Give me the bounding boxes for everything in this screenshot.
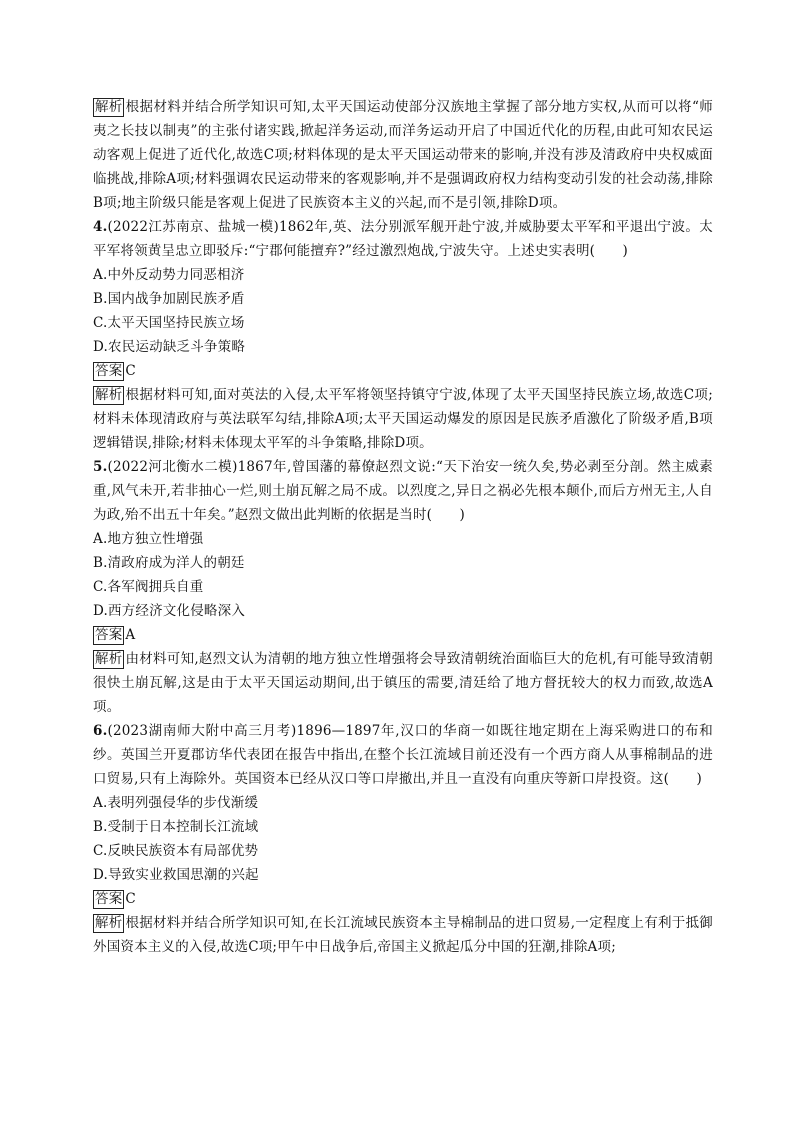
analysis-tag: 解析 — [95, 99, 123, 115]
analysis-text: 由材料可知,赵烈文认为清朝的地方独立性增强将会导致清朝统治面临巨大的危机,有可能导致清朝很快土崩瓦解,这是由于太平天国运动期间,出于镇压的需要,清廷给了地方督抚较大的权力而致,故选A项。 — [93, 651, 713, 715]
answer-option — [93, 599, 713, 623]
analysis-tag: 解析 — [95, 915, 123, 931]
answer-option — [93, 575, 713, 599]
answer-option — [93, 791, 713, 815]
analysis-block — [93, 383, 713, 455]
answer-text: C — [125, 363, 136, 379]
answer-option — [93, 839, 713, 863]
answer-option — [93, 311, 713, 335]
option-text: C.太平天国坚持民族立场 — [93, 315, 245, 331]
question-number: 4. — [93, 219, 108, 235]
analysis-tag: 解析 — [95, 387, 123, 403]
answer-tag: 答案 — [95, 627, 123, 643]
option-text: B.受制于日本控制长江流域 — [93, 819, 259, 835]
answer-option — [93, 263, 713, 287]
option-text: C.反映民族资本有局部优势 — [93, 843, 259, 859]
option-text: A.地方独立性增强 — [93, 531, 204, 547]
option-text: B.清政府成为洋人的朝廷 — [93, 555, 245, 571]
analysis-block — [93, 911, 713, 959]
analysis-tag: 解析 — [95, 651, 123, 667]
option-text: A.中外反动势力同恶相济 — [93, 267, 245, 283]
answer-block — [93, 887, 713, 911]
document-body — [93, 95, 713, 959]
answer-option — [93, 551, 713, 575]
answer-block — [93, 623, 713, 647]
answer-tag: 答案 — [95, 363, 123, 379]
question-number: 5. — [93, 459, 108, 475]
answer-tag: 答案 — [95, 891, 123, 907]
answer-option — [93, 335, 713, 359]
analysis-text: 根据材料并结合所学知识可知,太平天国运动使部分汉族地主掌握了部分地方实权,从而可以将“师夷之长技以制夷”的主张付诸实践,掀起洋务运动,而洋务运动开启了中国近代化的历程,由此可知农民运动客观上促进了近代化,故选C项;材料体现的是太平天国运动带来的影响,并没有涉及清政府中央权威面临挑战,排除A项;材料强调农民运动带来的客观影响,并不是强调政府权力结构变动引发的社会动荡,排除B项;地主阶级只能是客观上促进了民族资本主义的兴起,而不是引领,排除D项。 — [93, 99, 713, 211]
analysis-block — [93, 95, 713, 215]
option-text: C.各军阀拥兵自重 — [93, 579, 204, 595]
answer-option — [93, 527, 713, 551]
analysis-block — [93, 647, 713, 719]
analysis-text: 根据材料可知,面对英法的入侵,太平军将领坚持镇守宁波,体现了太平天国坚持民族立场,故选C项;材料未体现清政府与英法联军勾结,排除A项;太平天国运动爆发的原因是民族矛盾激化了阶级矛盾,B项逻辑错误,排除;材料未体现太平军的斗争策略,排除D项。 — [93, 387, 713, 451]
option-text: D.西方经济文化侵略深入 — [93, 603, 246, 619]
question-block — [93, 455, 713, 527]
answer-text: C — [125, 891, 136, 907]
option-text: D.导致实业救国思潮的兴起 — [93, 867, 259, 883]
question-block — [93, 215, 713, 263]
question-text: (2022河北衡水二模)1867年,曾国藩的幕僚赵烈文说:“天下治安一统久矣,势必剥至分剖。然主威素重,风气未开,若非抽心一烂,则土崩瓦解之局不成。以烈度之,异日之祸必先根本颠仆,而后方州无主,人自为政,殆不出五十年矣。”赵烈文做出此判断的依据是当时( ) — [93, 459, 713, 523]
answer-text: A — [125, 627, 136, 643]
option-text: A.表明列强侵华的步伐渐缓 — [93, 795, 259, 811]
question-block — [93, 719, 713, 791]
question-number: 6. — [93, 723, 108, 739]
analysis-text: 根据材料并结合所学知识可知,在长江流域民族资本主导棉制品的进口贸易,一定程度上有利于抵御外国资本主义的入侵,故选C项;甲午中日战争后,帝国主义掀起瓜分中国的狂潮,排除A项; — [93, 915, 713, 955]
option-text: B.国内战争加剧民族矛盾 — [93, 291, 245, 307]
question-text: (2022江苏南京、盐城一模)1862年,英、法分别派军舰开赴宁波,并威胁要太平军和平退出宁波。太平军将领黄呈忠立即驳斥:“宁郡何能擅弃?”经过激烈炮战,宁波失守。上述史实表明( ) — [93, 219, 713, 259]
answer-block — [93, 359, 713, 383]
answer-option — [93, 815, 713, 839]
question-text: (2023湖南师大附中高三月考)1896—1897年,汉口的华商一如既往地定期在上海采购进口的布和纱。英国兰开夏郡访华代表团在报告中指出,在整个长江流域目前还没有一个西方商人从事棉制品的进口贸易,只有上海除外。英国资本已经从汉口等口岸撤出,并且一直没有向重庆等新口岸投资。这( ) — [93, 723, 713, 787]
option-text: D.农民运动缺乏斗争策略 — [93, 339, 246, 355]
answer-option — [93, 863, 713, 887]
answer-option — [93, 287, 713, 311]
